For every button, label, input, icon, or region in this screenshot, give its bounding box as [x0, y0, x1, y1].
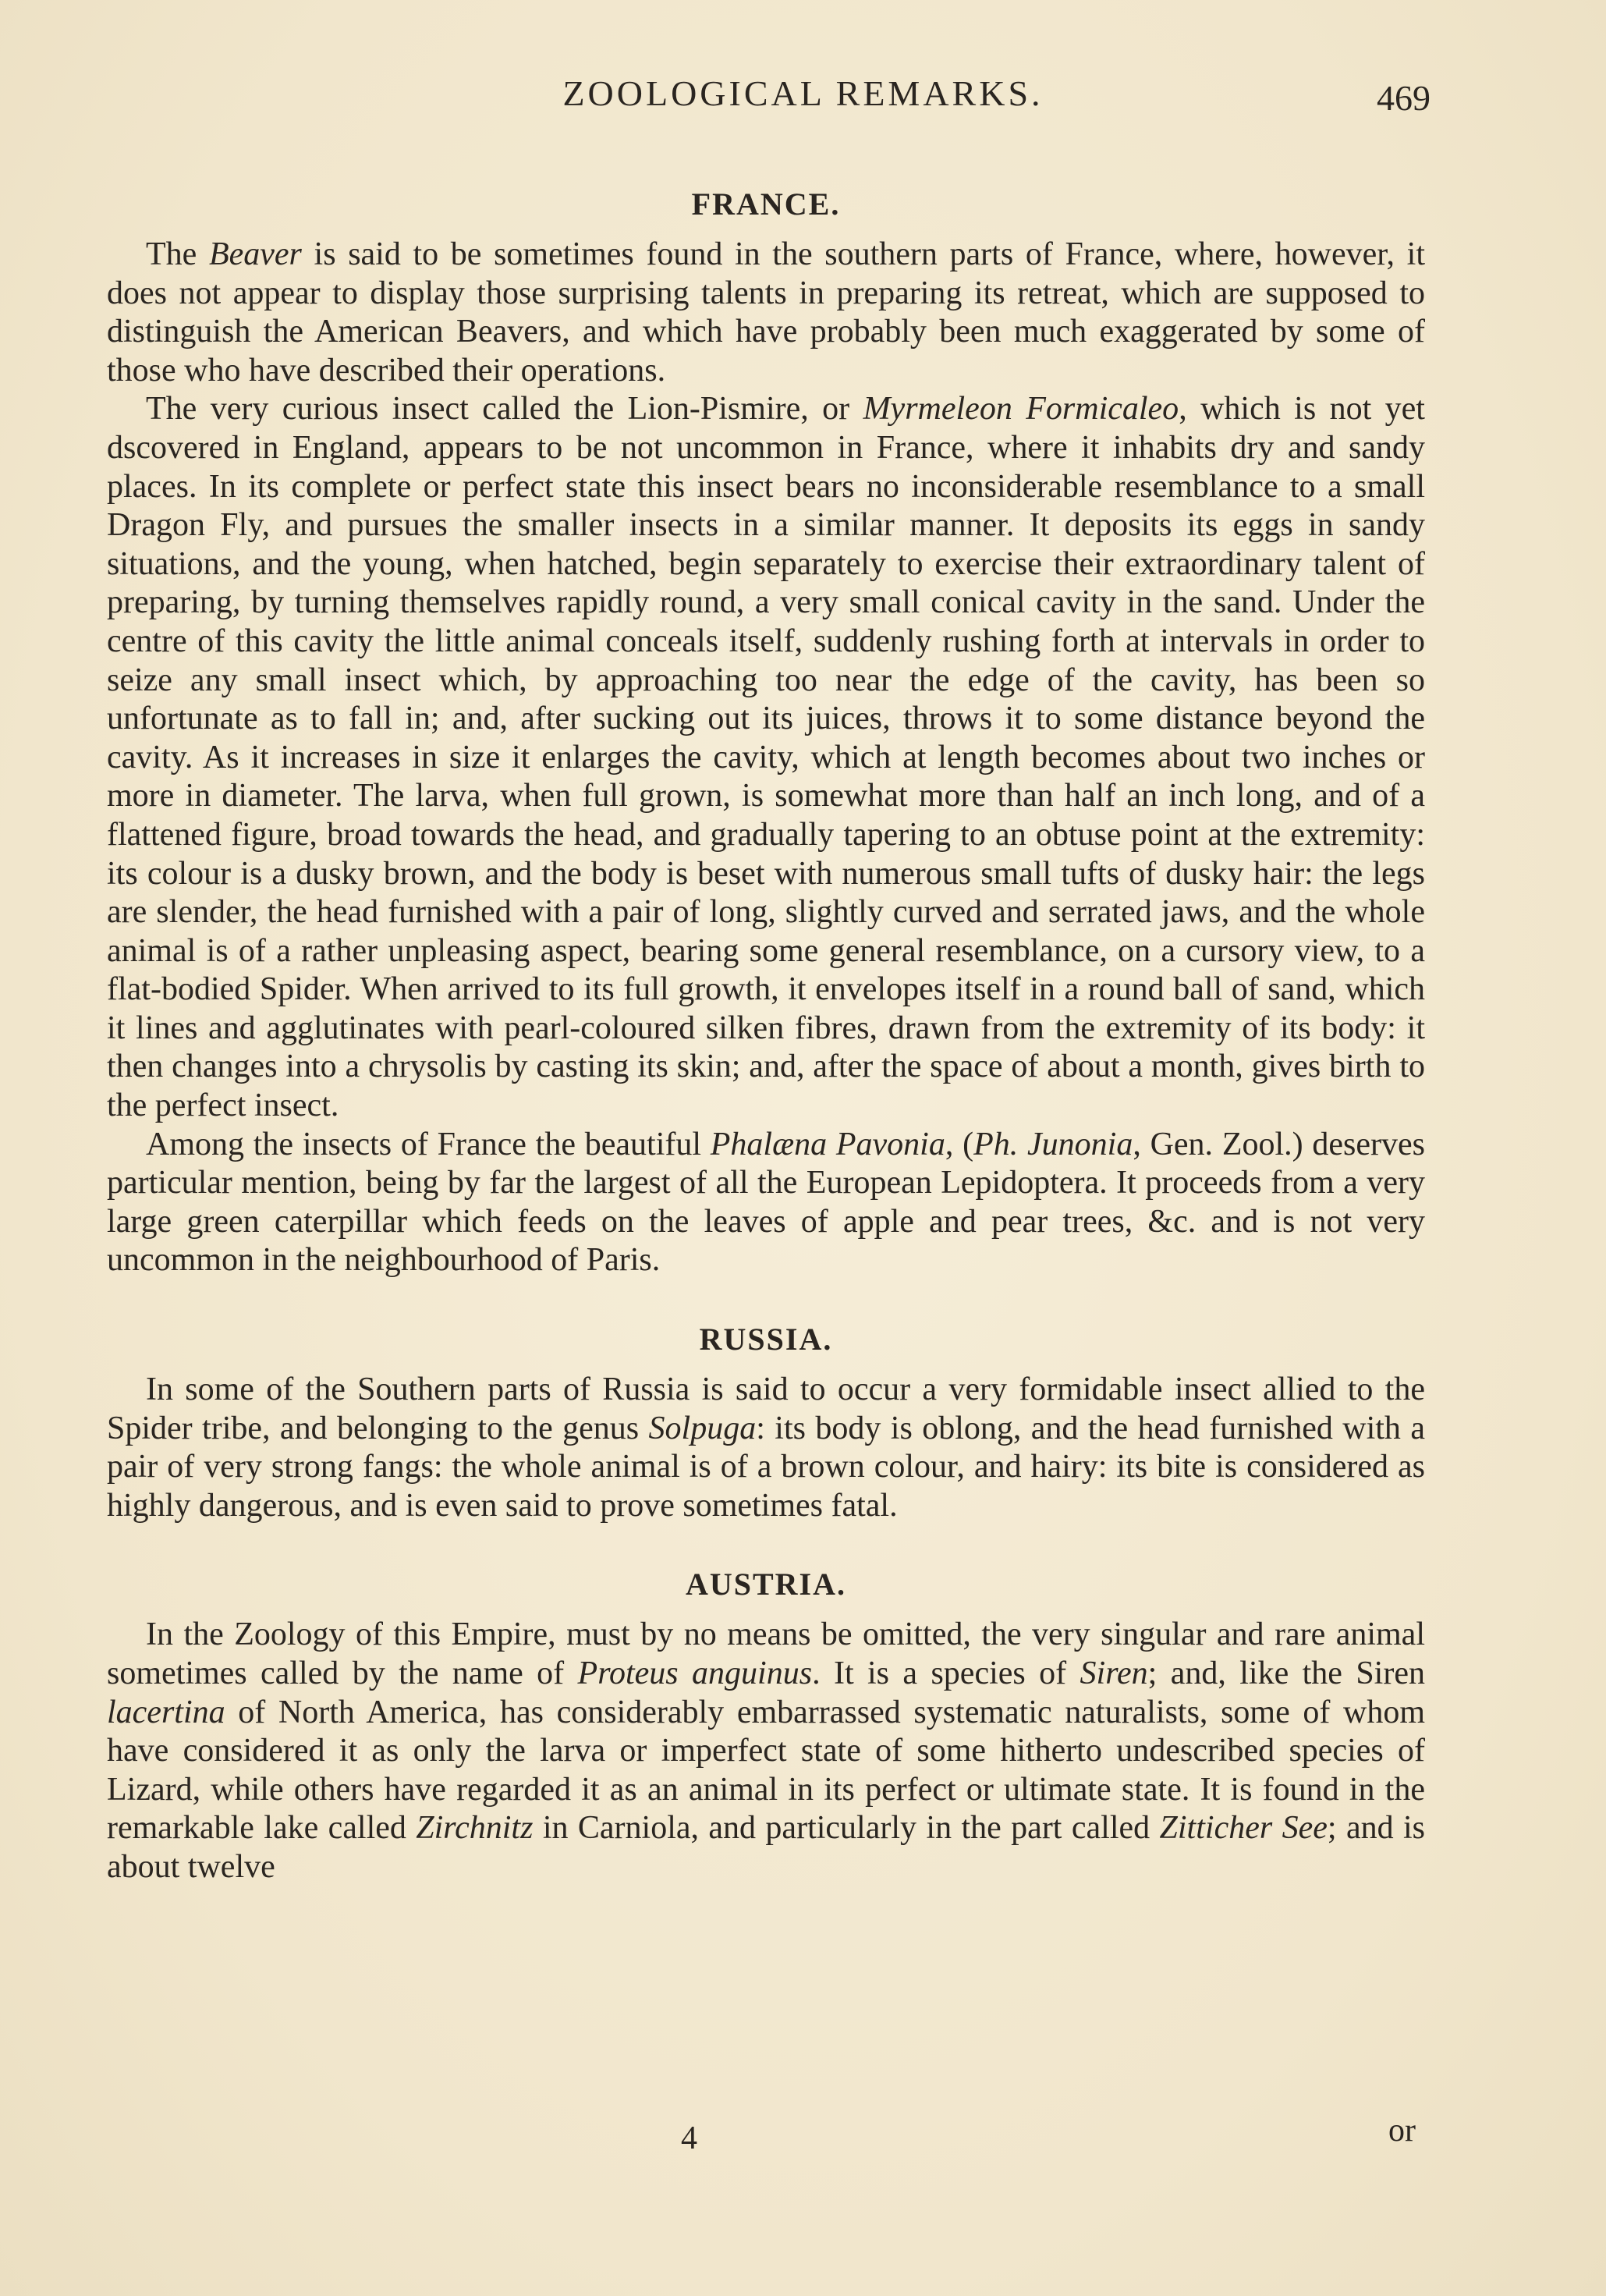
- text-run: , which is not yet dscovered in England, appears to be not uncommon in France, where it inhabits dry and sandy places. In its complete or perfect state this insect bears no inconsiderable resemblance to a small Dragon Fly, and pursues the smaller insects in a similar manner. It deposits its eggs in sandy situations, and the young, when hatched, begin separately to exercise their extraordinary talent of preparing, by turning themselves rapidly round, a very small conical cavity in the sand. Under the centre of this cavity the little animal conceals itself, suddenly rushing forth at intervals in order to seize any small insect which, by approaching too near the edge of the cavity, has been so unfortunate as to fall in; and, after sucking out its juices, throws it to some distance beyond the cavity. As it increases in size it enlarges the cavity, which at length becomes about two inches or more in diameter. The larva, when full grown, is somewhat more than half an inch long, and of a flattened figure, broad towards the head, and gradually tapering to an obtuse point at the extremity: its colour is a dusky brown, and the body is beset with numerous small tufts of dusky hair: the legs are slender, the head furnished with a pair of long, slightly curved and serrated jaws, and the whole animal is of a rather unpleasing aspect, bearing some general resemblance, on a cursory view, to a flat-bodied Spider. When arrived to its full growth, it envelopes itself in a round ball of sand, which it lines and agglutinates with pearl-coloured silken fibres, drawn from the extremity of its body: it then changes into a chrysolis by casting its skin; and, after the space of about a month, gives birth to the perfect insect.: [107, 391, 1425, 1124]
- section-heading: FRANCE.: [691, 186, 841, 222]
- text-run: of North America, has considerably embarrassed systematic naturalists, some of whom have considered it as only the larva or imperfect state of some hitherto undescribed species of Lizard, while others have regarded it as an animal in its perfect or ultimate state. It is found in the remarkable lake called: [107, 1694, 1425, 1847]
- text-run: . It is a species of: [812, 1655, 1080, 1691]
- italic-run: Zirchnitz: [416, 1810, 534, 1847]
- text-run: The very curious insect called the Lion-Pismire, or: [146, 391, 863, 428]
- text-run: is said to be sometimes found in the southern parts of France, where, however, it does not appear to display those surprising talents in preparing its retreat, which are supposed to distinguish the American Beavers, and which have probably been much exaggerated by some of those who have described their operations.: [107, 236, 1426, 389]
- text-run: The: [146, 236, 209, 272]
- catchword: or: [1388, 2113, 1416, 2149]
- running-head: [0, 62, 1606, 125]
- text-run: in Carniola, and particularly in the part called: [533, 1810, 1160, 1847]
- italic-run: Myrmeleon Formicaleo: [863, 391, 1179, 428]
- italic-run: Ph. Junonia: [973, 1126, 1133, 1162]
- italic-run: Phalæna Pavonia: [710, 1126, 945, 1162]
- paragraph: [107, 1126, 1425, 1280]
- italic-run: Beaver: [208, 236, 302, 272]
- paragraph: [107, 390, 1425, 1125]
- text-run: : its body is oblong, and the head furnished with a pair of very strong fangs: the whole animal is of a brown colour, and hairy: its bite is considered as highly dangerous, and is even said to prove sometimes fatal.: [107, 1410, 1425, 1524]
- text-run: , Gen. Zool.) deserves particular mention, being by far the largest of all the European Lepidoptera. It proceeds from a very large green caterpillar which feeds on the leaves of apple and pear trees, &c. and is not very uncommon in the neighbourhood of Paris.: [107, 1126, 1425, 1279]
- italic-run: lacertina: [107, 1694, 225, 1730]
- italic-run: Proteus anguinus: [577, 1655, 813, 1691]
- text-run: , (: [945, 1126, 974, 1162]
- italic-run: Zitticher See: [1159, 1810, 1328, 1847]
- section-heading: RUSSIA.: [699, 1322, 833, 1357]
- page-number: 469: [1377, 78, 1431, 118]
- text-run: In some of the Southern parts of Russia is said to occur a very formidable insect allied to the Spider tribe, and belonging to the genus: [107, 1372, 1425, 1446]
- running-title: ZOOLOGICAL REMARKS.: [562, 73, 1044, 113]
- text-run: Among the insects of France the beautiful: [146, 1126, 711, 1162]
- italic-run: Siren: [1080, 1655, 1148, 1691]
- signature-mark: 4: [681, 2120, 697, 2156]
- text-run: In the Zoology of this Empire, must by no means be omitted, the very singular and rare animal sometimes called by the name of: [107, 1616, 1425, 1691]
- paragraph: [107, 236, 1425, 390]
- paragraph: [107, 1616, 1425, 1886]
- paragraph: [107, 1371, 1425, 1525]
- italic-run: Solpuga: [648, 1410, 757, 1446]
- section-heading: AUSTRIA.: [685, 1567, 847, 1602]
- text-run: ; and is about twelve: [107, 1810, 1425, 1885]
- text-run: ; and, like the Siren: [1147, 1655, 1425, 1691]
- body-text: [107, 181, 1425, 1887]
